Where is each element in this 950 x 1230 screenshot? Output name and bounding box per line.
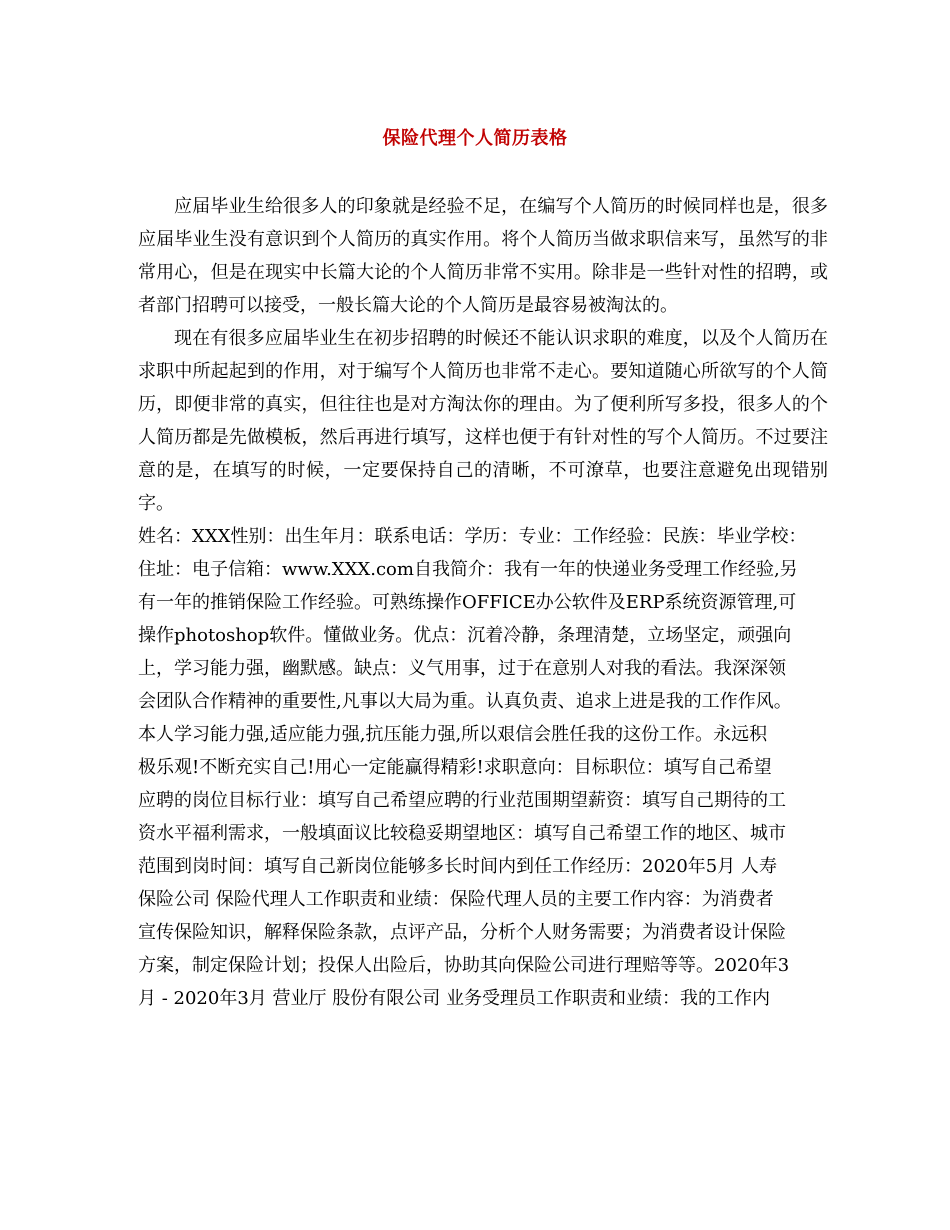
resume-line: 住址：电子信箱：www.XXX.com自我简介：我有一年的快递业务受理工作经验,另 [138, 559, 798, 580]
resume-line: 保险公司 保险代理人工作职责和业绩：保险代理人员的主要工作内容：为消费者 [138, 889, 774, 910]
resume-line: 极乐观!不断充实自己!用心一定能赢得精彩!求职意向：目标职位：填写自己希望 [138, 757, 772, 778]
resume-line: 上，学习能力强，幽默感。缺点：义气用事，过于在意别人对我的看法。我深深领 [138, 658, 786, 679]
intro-paragraph-2: 现在有很多应届毕业生在初步招聘的时候还不能认识求职的难度，以及个人简历在求职中所起起到的作用，对于编写个人简历也非常不走心。要知道随心所欲写的个人简历，即便非常的真实，但往往也是对方淘汰你的理由。为了便利所写多投，很多人的个人简历都是先做模板，然后再进行填写，这样也便于有针对性的写个人简历。不过要注意的是，在填写的时候，一定要保持自己的清晰，不可潦草，也要注意避免出现错别字。 [138, 328, 828, 514]
resume-line: 有一年的推销保险工作经验。可熟练操作OFFICE办公软件及ERP系统资源管理,可 [138, 592, 797, 613]
resume-line: 姓名：XXX性别：出生年月：联系电话：学历：专业：工作经验：民族：毕业学校： [138, 526, 807, 547]
resume-line: 月 - 2020年3月 营业厅 股份有限公司 业务受理员工作职责和业绩：我的工作内 [138, 988, 770, 1009]
resume-content [138, 520, 828, 1015]
resume-line: 应聘的岗位目标行业：填写自己希望应聘的行业范围期望薪资：填写自己期待的工 [138, 790, 786, 811]
resume-line: 范围到岗时间：填写自己新岗位能够多长时间内到任工作经历：2020年5月 人寿 [138, 856, 777, 877]
document-title: 保险代理个人简历表格 [382, 128, 568, 149]
resume-line: 宣传保险知识，解释保险条款，点评产品，分析个人财务需要；为消费者设计保险 [138, 922, 786, 943]
resume-line: 资水平福利需求，一般填面议比较稳妥期望地区：填写自己希望工作的地区、城市 [138, 823, 786, 844]
resume-line: 操作photoshop软件。懂做业务。优点：沉着冷静，条理清楚，立场坚定，顽强向 [138, 625, 792, 646]
document-body [138, 190, 828, 1015]
resume-line: 本人学习能力强,适应能力强,抗压能力强,所以艰信会胜任我的这份工作。永远积 [138, 724, 768, 745]
resume-line: 方案，制定保险计划；投保人出险后，协助其向保险公司进行理赔等等。2020年3 [138, 955, 790, 976]
intro-paragraph-1: 应届毕业生给很多人的印象就是经验不足，在编写个人简历的时候同样也是，很多应届毕业生没有意识到个人简历的真实作用。将个人简历当做求职信来写，虽然写的非常用心，但是在现实中长篇大论的个人简历非常不实用。除非是一些针对性的招聘，或者部门招聘可以接受，一般长篇大论的个人简历是最容易被淘汰的。 [138, 196, 828, 316]
resume-line: 会团队合作精神的重要性,凡事以大局为重。认真负责、追求上进是我的工作作风。 [138, 691, 792, 712]
